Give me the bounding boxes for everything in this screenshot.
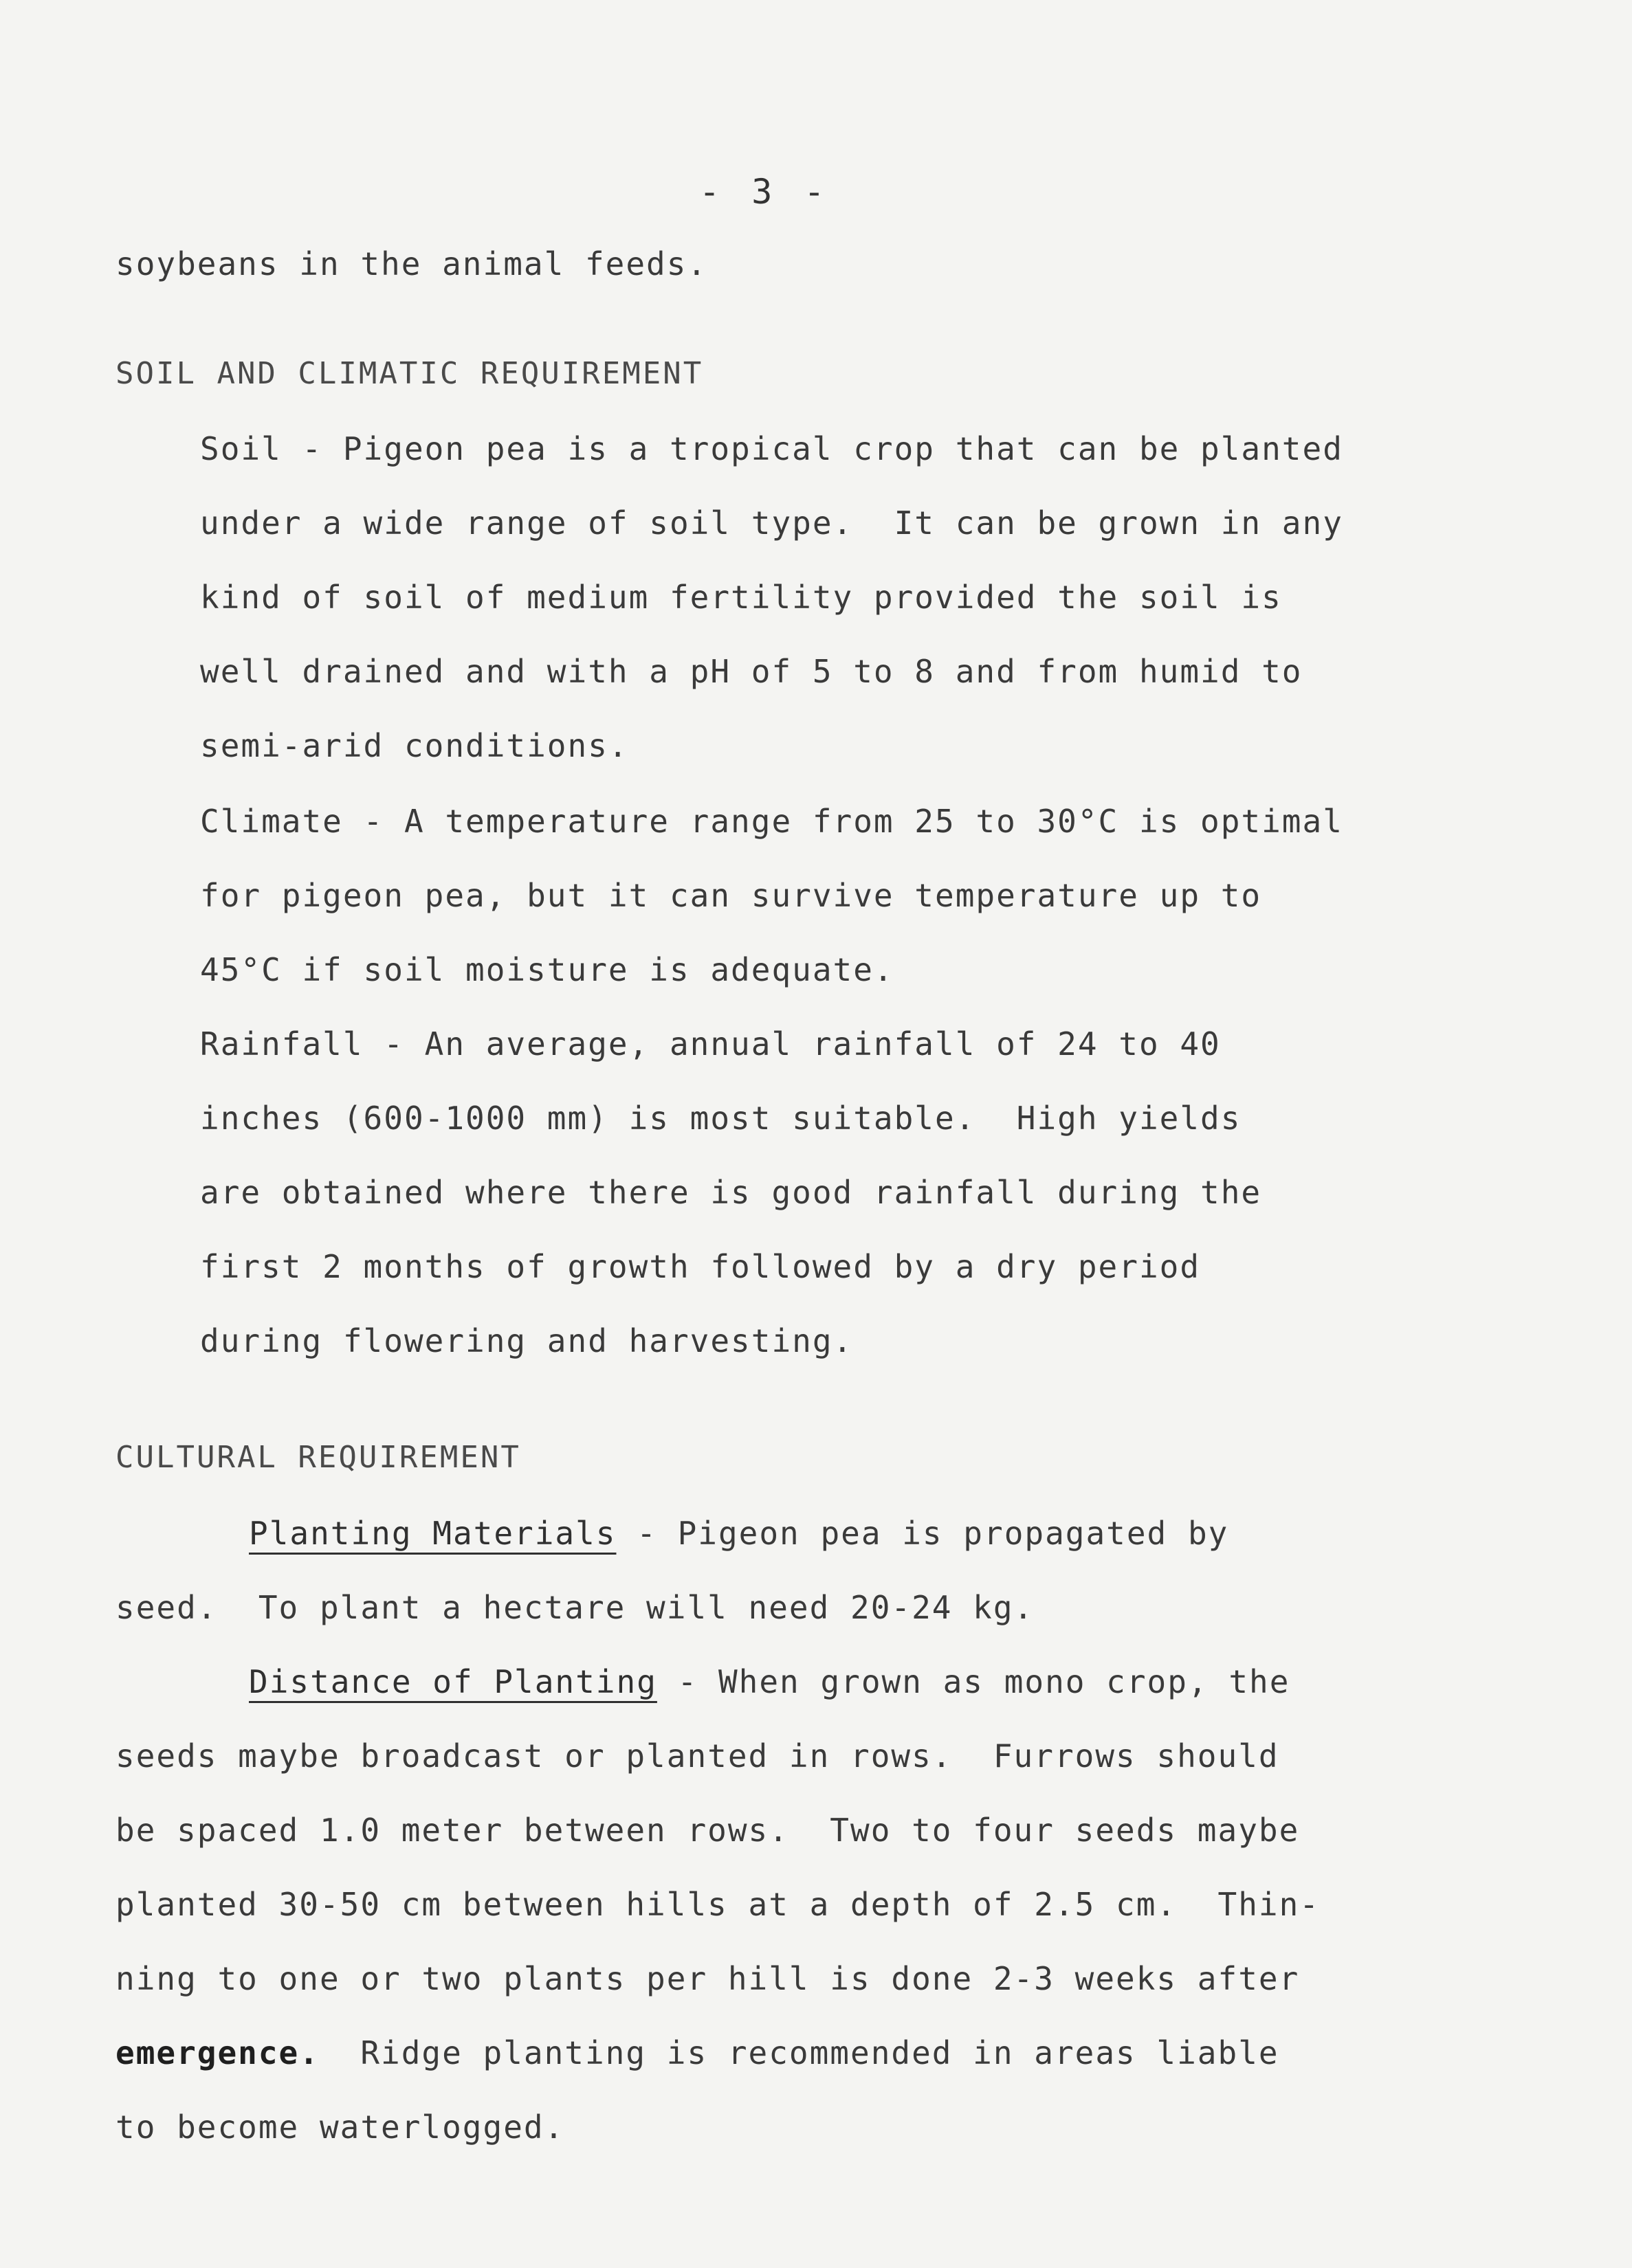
text-line: well drained and with a pH of 5 to 8 and from humid to bbox=[200, 653, 1303, 690]
text-line: semi-arid conditions. bbox=[200, 727, 629, 764]
text-line: planted 30-50 cm between hills at a depth of 2.5 cm. Thin- bbox=[115, 1886, 1320, 1923]
distance-of-planting-term: Distance of Planting bbox=[249, 1663, 657, 1700]
text-line: inches (600-1000 mm) is most suitable. High yields bbox=[200, 1100, 1242, 1137]
emergence-line-text: Ridge planting is recommended in areas liable bbox=[319, 2034, 1279, 2071]
text-line: for pigeon pea, but it can survive temperature up to bbox=[200, 877, 1262, 914]
page-number: - 3 - bbox=[699, 172, 830, 212]
text-line: Soil - Pigeon pea is a tropical crop that can be planted bbox=[200, 430, 1343, 467]
text-line: seeds maybe broadcast or planted in rows. Furrows should bbox=[115, 1737, 1279, 1775]
text-line: under a wide range of soil type. It can be grown in any bbox=[200, 504, 1343, 542]
planting-materials-term: Planting Materials bbox=[249, 1515, 617, 1552]
planting-materials-text: - Pigeon pea is propagated by bbox=[616, 1515, 1229, 1552]
text-line: to become waterlogged. bbox=[115, 2109, 565, 2146]
emergence-bold-word: emergence. bbox=[115, 2034, 320, 2071]
text-line: ning to one or two plants per hill is done 2-3 weeks after bbox=[115, 1960, 1300, 1997]
emergence-line bbox=[115, 2034, 1279, 2072]
text-line: seed. To plant a hectare will need 20-24 kg. bbox=[115, 1589, 1035, 1626]
distance-of-planting-line bbox=[249, 1663, 1290, 1701]
section-heading-soil-climate: SOIL AND CLIMATIC REQUIREMENT bbox=[115, 356, 704, 391]
text-line: 45°C if soil moisture is adequate. bbox=[200, 951, 894, 988]
text-line: are obtained where there is good rainfall during the bbox=[200, 1174, 1262, 1211]
planting-materials-line bbox=[249, 1514, 1228, 1553]
section-heading-cultural: CULTURAL REQUIREMENT bbox=[115, 1440, 521, 1475]
text-line: Rainfall - An average, annual rainfall of 24 to 40 bbox=[200, 1025, 1221, 1063]
distance-of-planting-text: - When grown as mono crop, the bbox=[657, 1663, 1290, 1700]
text-line: be spaced 1.0 meter between rows. Two to four seeds maybe bbox=[115, 1812, 1300, 1849]
text-line: Climate - A temperature range from 25 to 30°C is optimal bbox=[200, 803, 1343, 840]
intro-line: soybeans in the animal feeds. bbox=[115, 245, 708, 282]
text-line: kind of soil of medium fertility provided the soil is bbox=[200, 579, 1282, 616]
text-line: during flowering and harvesting. bbox=[200, 1322, 854, 1359]
text-line: first 2 months of growth followed by a dry period bbox=[200, 1248, 1201, 1285]
